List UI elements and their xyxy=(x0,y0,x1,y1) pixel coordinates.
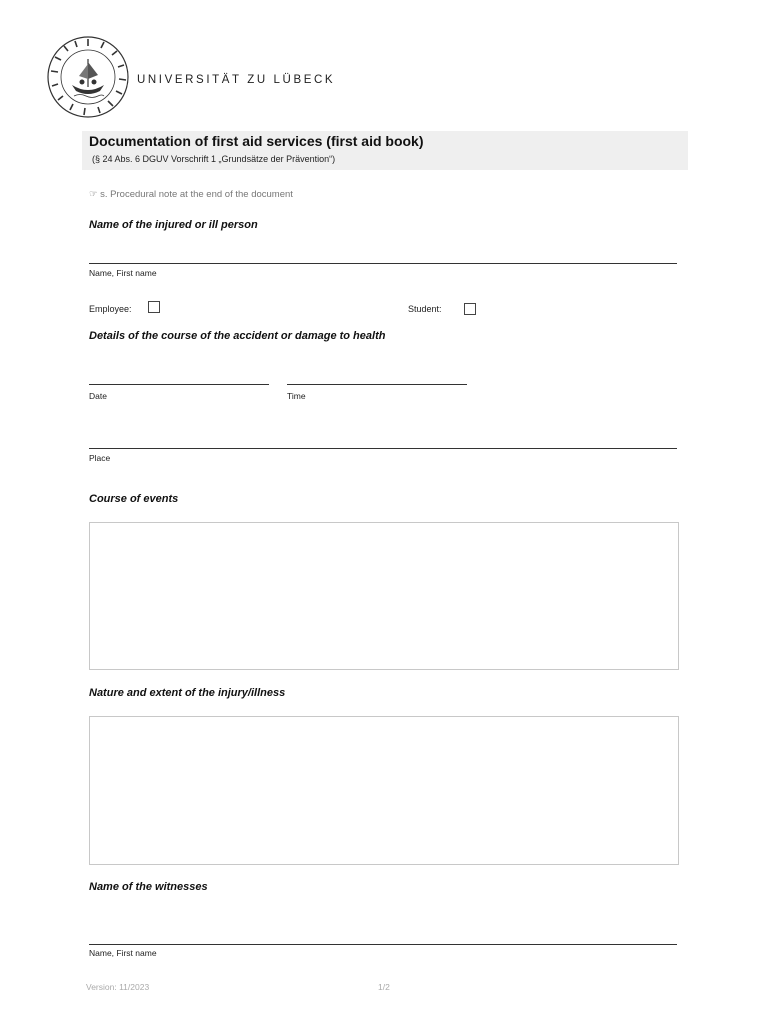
section-heading-details: Details of the course of the accident or damage to health xyxy=(89,330,386,342)
person-name-caption: Name, First name xyxy=(89,268,157,278)
time-caption: Time xyxy=(287,391,306,401)
document-subtitle: (§ 24 Abs. 6 DGUV Vorschrift 1 „Grundsätze der Prävention“) xyxy=(92,154,336,164)
time-line[interactable] xyxy=(287,384,467,385)
employee-label: Employee: xyxy=(89,304,132,314)
document-title: Documentation of first aid services (first aid book) xyxy=(89,133,424,149)
witness-name-line[interactable] xyxy=(89,944,677,945)
date-caption: Date xyxy=(89,391,107,401)
place-line[interactable] xyxy=(89,448,677,449)
employee-checkbox[interactable] xyxy=(148,301,160,313)
university-seal-logo xyxy=(46,35,130,119)
person-name-line[interactable] xyxy=(89,263,677,264)
footer-version: Version: 11/2023 xyxy=(86,982,150,992)
date-line[interactable] xyxy=(89,384,269,385)
university-name: UNIVERSITÄT ZU LÜBECK xyxy=(137,74,336,86)
procedural-note: ☞ s. Procedural note at the end of the document xyxy=(89,189,293,200)
section-heading-course: Course of events xyxy=(89,493,179,505)
student-checkbox[interactable] xyxy=(464,303,476,315)
witness-name-caption: Name, First name xyxy=(89,948,157,958)
place-caption: Place xyxy=(89,453,111,463)
footer-page-number: 1/2 xyxy=(378,982,390,992)
course-of-events-field[interactable] xyxy=(89,522,679,670)
section-heading-nature: Nature and extent of the injury/illness xyxy=(89,687,286,699)
injury-nature-field[interactable] xyxy=(89,716,679,865)
student-label: Student: xyxy=(408,304,442,314)
section-heading-person: Name of the injured or ill person xyxy=(89,219,258,231)
section-heading-witnesses: Name of the witnesses xyxy=(89,881,208,893)
